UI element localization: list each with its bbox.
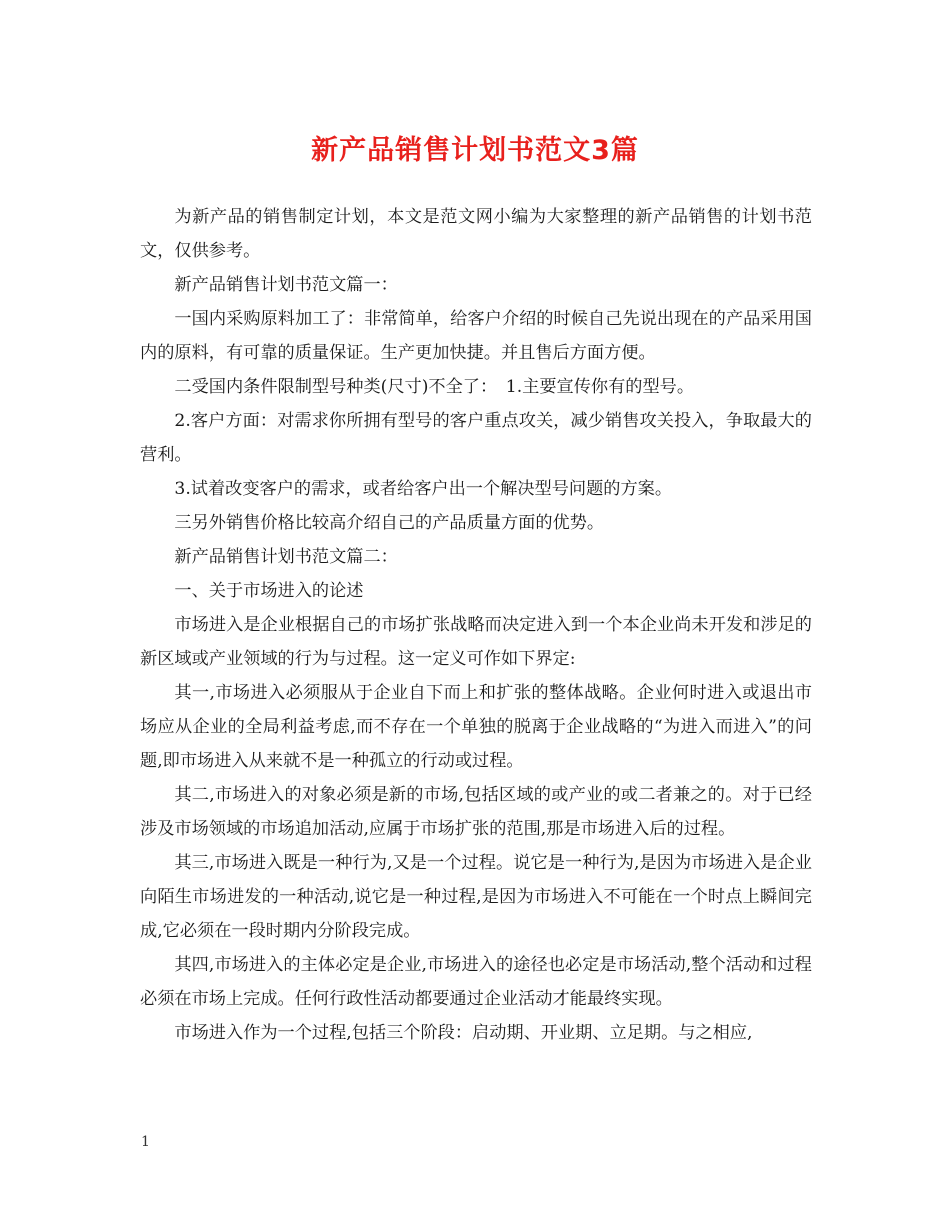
paragraph: 2.客户方面：对需求你所拥有型号的客户重点攻关，减少销售攻关投入，争取最大的营利。 — [140, 411, 812, 465]
document-title: 新产品销售计划书范文3篇 — [311, 135, 639, 166]
paragraph: 一、关于市场进入的论述 — [174, 581, 364, 601]
paragraph: 二受国内条件限制型号种类(尺寸)不全了： 1.主要宣传你有的型号。 — [174, 377, 695, 397]
paragraph: 新产品销售计划书范文篇一： — [174, 275, 398, 295]
paragraph: 市场进入作为一个过程,包括三个阶段：启动期、开业期、立足期。与之相应, — [174, 1023, 753, 1043]
paragraph: 其二,市场进入的对象必须是新的市场,包括区域的或产业的或二者兼之的。对于已经涉及市场领域的市场追加活动,应属于市场扩张的范围,那是市场进入后的过程。 — [140, 785, 812, 839]
paragraph: 为新产品的销售制定计划，本文是范文网小编为大家整理的新产品销售的计划书范文，仅供参考。 — [140, 207, 812, 261]
paragraph: 市场进入是企业根据自己的市场扩张战略而决定进入到一个本企业尚未开发和涉足的新区域或产业领域的行为与过程。这一定义可作如下界定: — [140, 615, 812, 669]
document-body — [140, 200, 812, 1050]
paragraph: 其四,市场进入的主体必定是企业,市场进入的途径也必定是市场活动,整个活动和过程必须在市场上完成。任何行政性活动都要通过企业活动才能最终实现。 — [140, 955, 812, 1009]
paragraph: 其一,市场进入必须服从于企业自下而上和扩张的整体战略。企业何时进入或退出市场应从企业的全局利益考虑,而不存在一个单独的脱离于企业战略的“为进入而进入”的问题,即市场进入从来就不是一种孤立的行动或过程。 — [140, 683, 812, 771]
paragraph: 其三,市场进入既是一种行为,又是一个过程。说它是一种行为,是因为市场进入是企业向陌生市场进发的一种活动,说它是一种过程,是因为市场进入不可能在一个时点上瞬间完成,它必须在一段时期内分阶段完成。 — [140, 853, 812, 941]
paragraph: 新产品销售计划书范文篇二： — [174, 547, 398, 567]
paragraph: 一国内采购原料加工了：非常简单，给客户介绍的时候自己先说出现在的产品采用国内的原料，有可靠的质量保证。生产更加快捷。并且售后方面方便。 — [140, 309, 812, 363]
paragraph: 3.试着改变客户的需求，或者给客户出一个解决型号问题的方案。 — [174, 479, 673, 499]
paragraph: 三另外销售价格比较高介绍自己的产品质量方面的优势。 — [174, 513, 605, 533]
page-number: 1 — [141, 1134, 150, 1150]
